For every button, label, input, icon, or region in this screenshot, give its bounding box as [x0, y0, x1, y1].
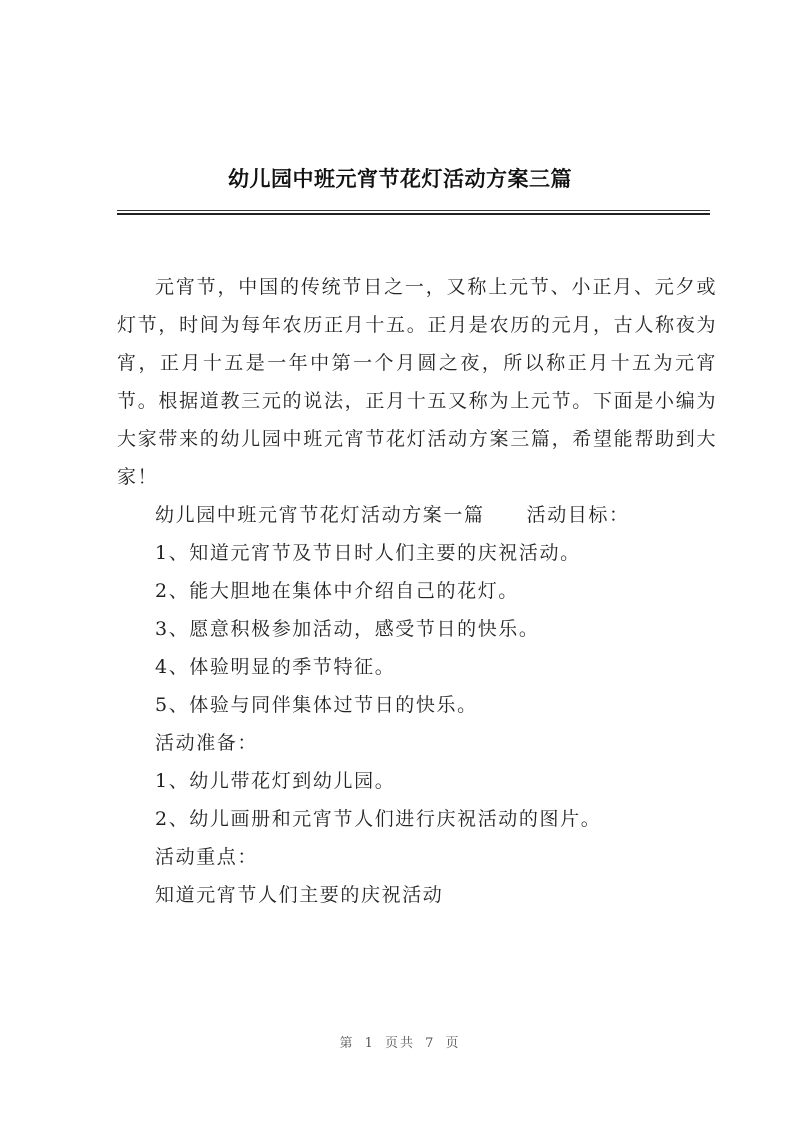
document-title: 幼儿园中班元宵节花灯活动方案三篇	[228, 167, 572, 191]
prep-heading: 活动准备：	[155, 732, 259, 754]
intro-paragraph: 元宵节，中国的传统节日之一，又称上元节、小正月、元夕或灯节，时间为每年农历正月十五。正月是农历的元月，古人称夜为宵，正月十五是一年中第一个月圆之夜，所以称正月十五为元宵节。根据道教三元的说法，正月十五又称为上元节。下面是小编为大家带来的幼儿园中班元宵节花灯活动方案三篇，希望能帮助到大家！	[117, 276, 717, 488]
goal-item-3: 3、愿意积极参加活动，感受节日的快乐。	[155, 618, 540, 640]
goal-item-1: 1、知道元宵节及节日时人们主要的庆祝活动。	[155, 542, 581, 564]
prep-item-2: 2、幼儿画册和元宵节人们进行庆祝活动的图片。	[155, 808, 602, 830]
focus-text: 知道元宵节人们主要的庆祝活动	[155, 884, 444, 906]
goal-item-2: 2、能大胆地在集体中介绍自己的花灯。	[155, 580, 519, 602]
section-heading-line	[117, 496, 717, 534]
page-footer: 第 1 页共 7 页	[339, 1036, 461, 1051]
focus-heading: 活动重点：	[155, 846, 259, 868]
document-body	[117, 268, 717, 914]
goals-heading: 活动目标：	[526, 504, 630, 526]
prep-item-1: 1、幼儿带花灯到幼儿园。	[155, 770, 396, 792]
goal-item-5: 5、体验与同伴集体过节日的快乐。	[155, 694, 478, 716]
goal-item-4: 4、体验明显的季节特征。	[155, 656, 396, 678]
section-heading: 幼儿园中班元宵节花灯活动方案一篇	[155, 504, 485, 526]
title-underline	[117, 210, 710, 215]
